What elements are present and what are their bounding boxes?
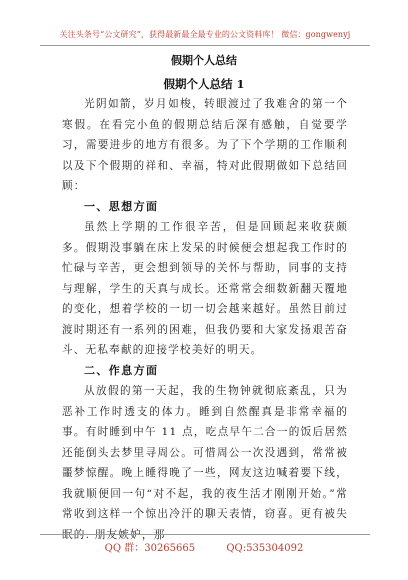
footer-qq: QQ:535304092 [226,543,304,554]
header-note: 关注头条号“公文研究”，获得最新最全最专业的公文资料库！ 微信：gongwenyj [59,30,351,39]
section-paragraph-schedule: 从放假的第一天起，我的生物钟就彻底紊乱，只为恶补工作时透支的体力。睡到自然醒真是非常幸福的事。有时睡到中午 11 点，吃点早午二合一的饭后居然还能倒头去梦里寻周公。可惜周公一次没遇到，常常被噩梦惊醒。晚上睡得晚了一些，网友这边喊着要下线，我就顺便回一句“对不起，我的夜生活才刚刚开始。”常常收到这样一个惊出冷汗的聊天表情，窃喜。更有被失眠的. 朋友嫉妒，那 [62,385,348,541]
section-heading-schedule: 二、作息方面 [84,363,159,377]
header-divider [40,45,370,46]
document-body [62,94,348,545]
footer [0,539,408,554]
document-title: 假期个人总结 [171,54,237,67]
section-heading-thought: 一、思想方面 [84,199,159,213]
document-subtitle: 假期个人总结 1 [163,77,245,91]
footer-divider [40,534,370,535]
section-paragraph-thought: 虽然上学期的工作很辛苦，但是回顾起来收获颇多。假期没事躺在床上发呆的时候便会想起我工作时的忙碌与辛苦，更会想到领导的关怀与帮助，同事的支持与理解，学生的天真与成长。还常常会细数新翻天覆地的变化，想着学校的一切一切会越来越好。虽然目前过渡时期还有一系列的困难，但我仍要和大家发扬艰苦奋斗、无私奉献的迎接学校美好的明天。 [62,221,348,356]
footer-qq-group: QQ 群：30265665 [104,543,196,554]
intro-paragraph: 光阴如箭，岁月如梭，转眼渡过了我难舍的第一个寒假。在看完小鱼的假期总结后深有感触，自觉要学习，需要进步的地方有很多。为了下个学期的工作顺利以及下个假期的祥和、幸福，特对此假期做如下总结回顾： [62,98,348,192]
